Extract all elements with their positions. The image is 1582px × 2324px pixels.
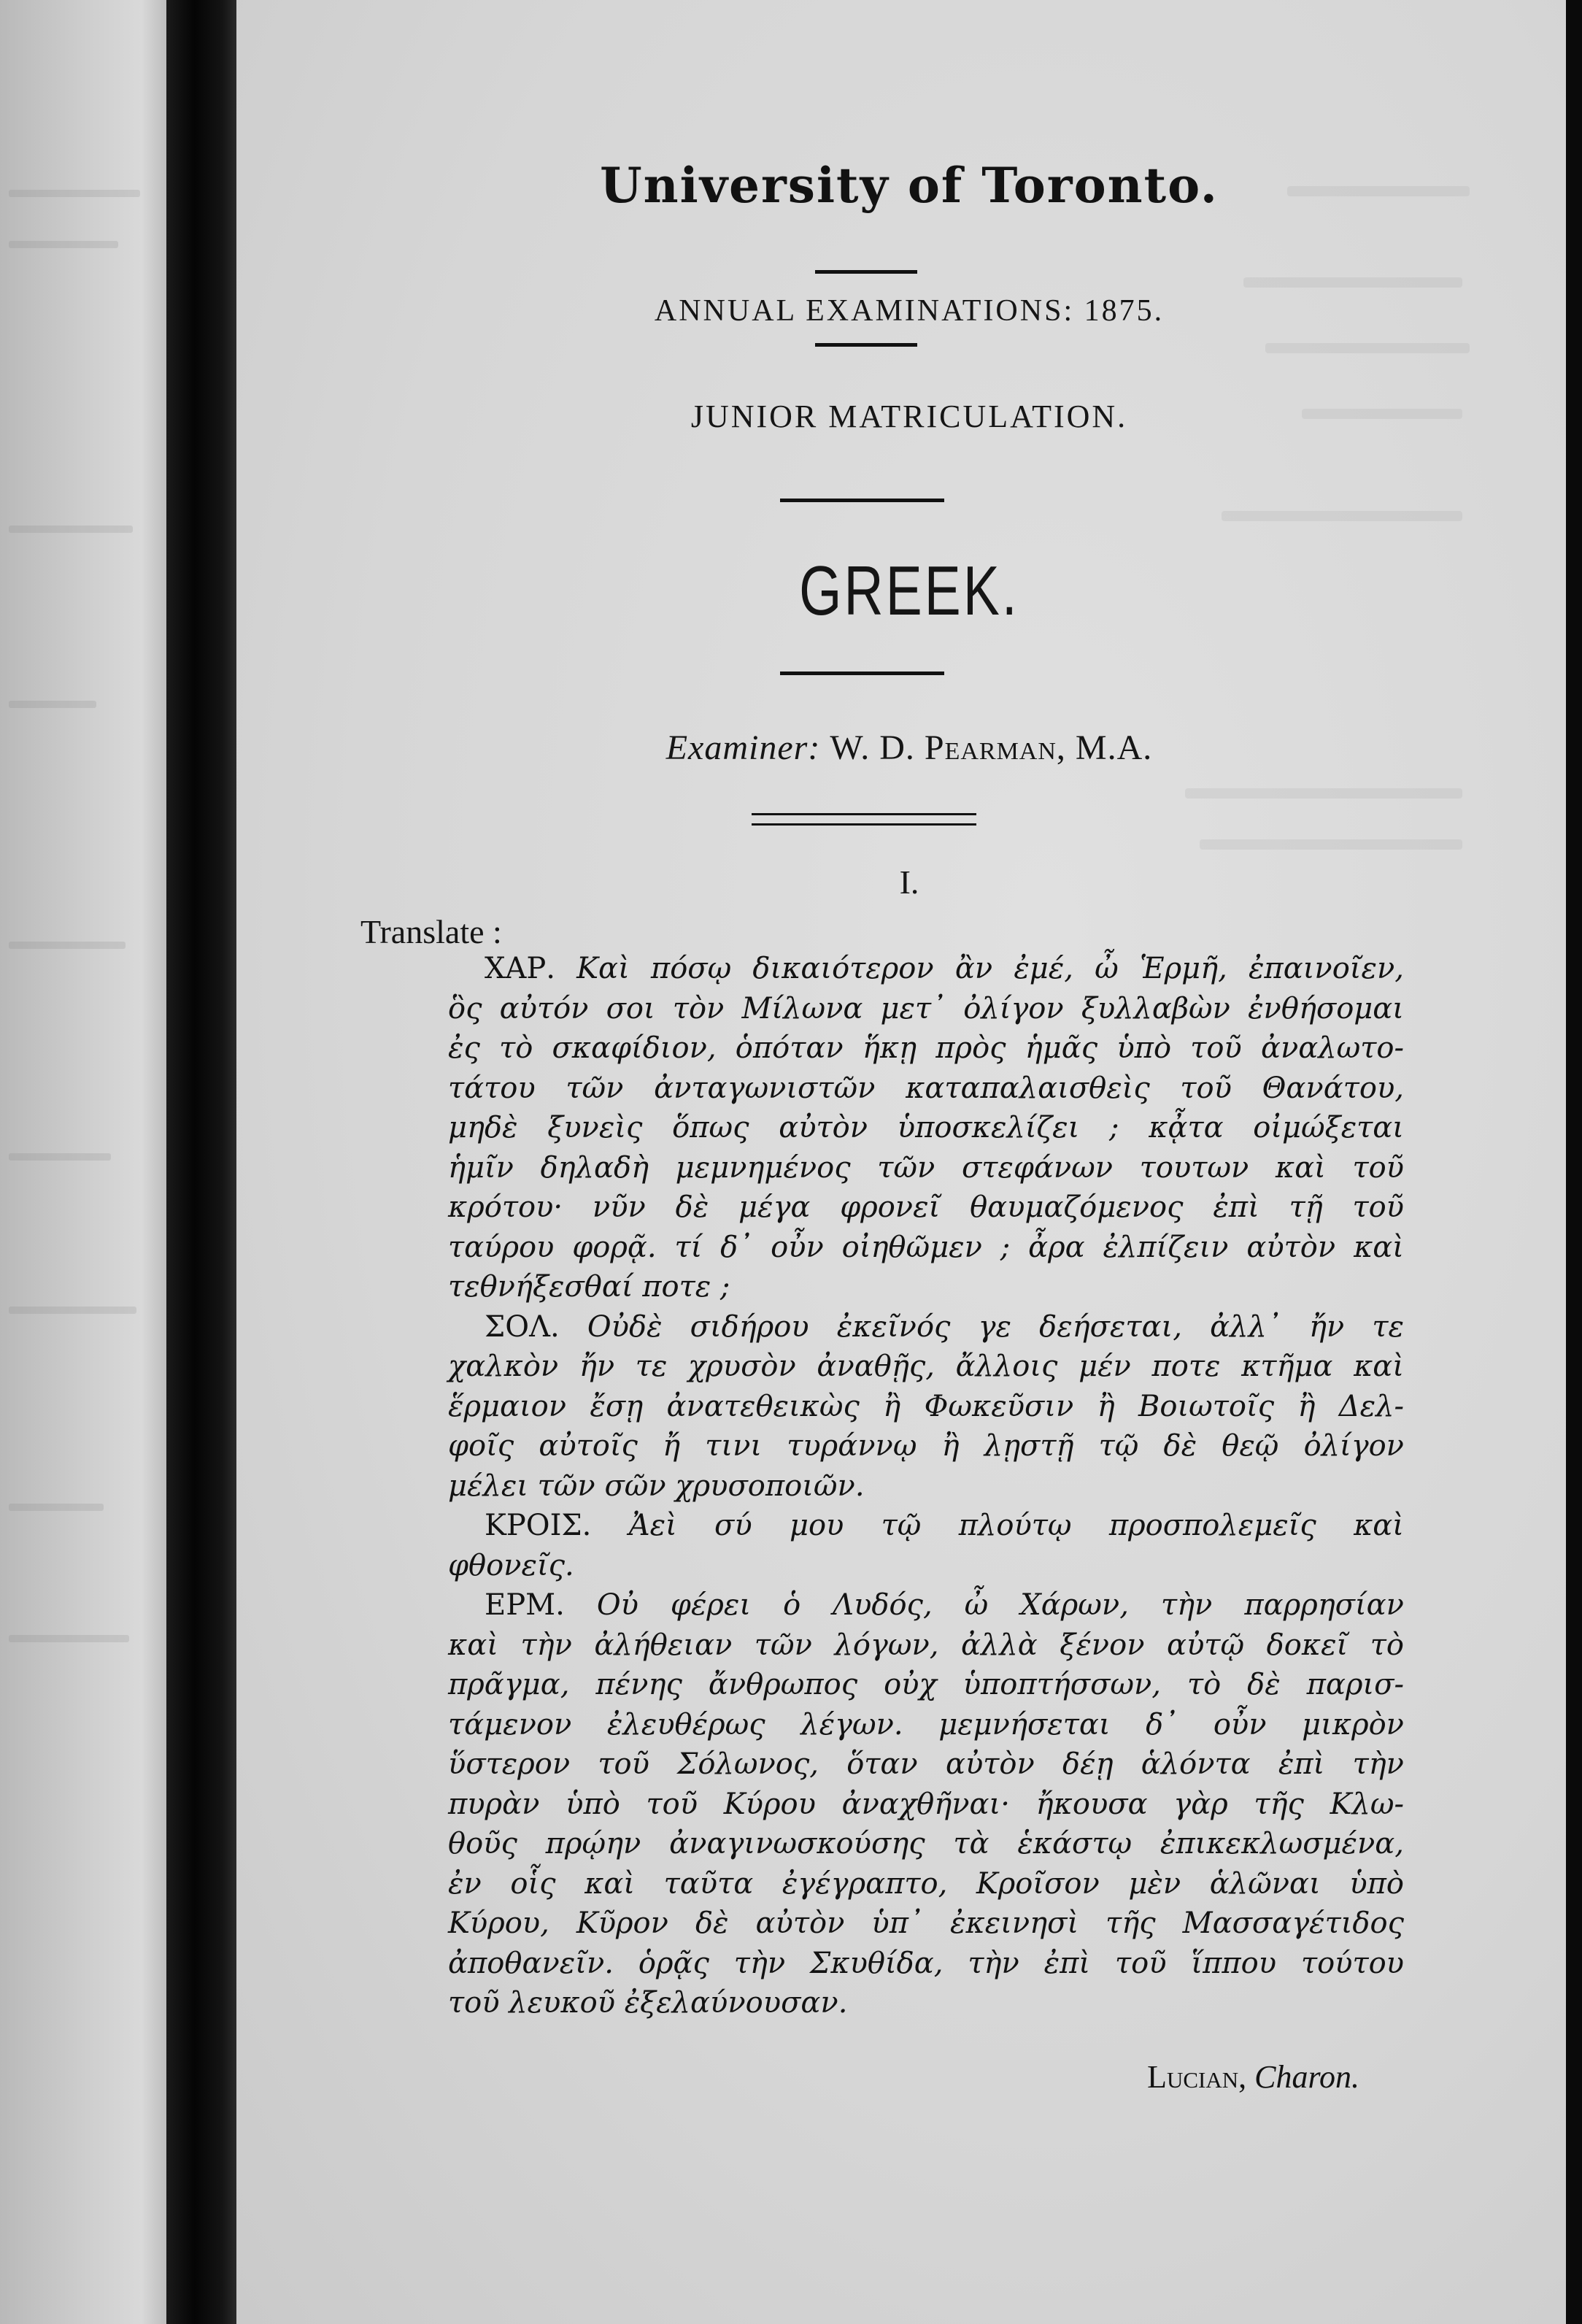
passage-line xyxy=(448,1108,1404,1148)
passage-line xyxy=(448,1625,1404,1666)
speaker-label: ΚΡΟΙΣ. xyxy=(485,1509,592,1542)
bleed-line xyxy=(9,241,118,248)
passage-text: τεθνήξεσθαί ποτε ; xyxy=(448,1270,730,1304)
exam-title: JUNIOR MATRICULATION. xyxy=(690,399,1128,434)
speaker-label: ΣΟΛ. xyxy=(485,1309,560,1344)
passage-line xyxy=(448,1824,1404,1864)
facing-page-fragment xyxy=(0,0,166,2324)
passage-line xyxy=(448,1864,1404,1904)
passage-text: ὕστερον τοῦ Σόλωνος, ὅταν αὐτὸν δέῃ ἁλόντα ἐπὶ τὴν xyxy=(448,1747,1404,1781)
passage-text: θοῦς πρῴην ἀναγινωσκούσης τὰ ἑκάστῳ ἐπικεκλωσμένα, xyxy=(448,1827,1404,1861)
bleed-line xyxy=(9,942,126,949)
passage-text: πυρὰν ὑπὸ τοῦ Κύρου ἀναχθῆναι· ἤκουσα γὰρ τῆς Κλω- xyxy=(448,1787,1404,1821)
passage-text: Ἀεὶ σύ μου τῷ πλούτῳ προσπολεμεῖς καὶ xyxy=(628,1509,1404,1542)
passage-text: φοῖς αὐτοῖς ἤ τινι τυράννῳ ἢ λῃστῇ τῷ δὲ θεῷ ὀλίγον xyxy=(448,1429,1404,1463)
passage-line xyxy=(448,1904,1404,1944)
bleed-line xyxy=(9,1153,111,1161)
passage-text: μηδὲ ξυνεὶς ὅπως αὐτὸν ὑποσκελίζει ; κᾆτα οἰμώξεται xyxy=(448,1111,1404,1144)
annual-examinations-line: ANNUAL EXAMINATIONS: 1875. xyxy=(654,294,1165,328)
binding-gutter xyxy=(166,0,236,2324)
passage-line xyxy=(448,1228,1404,1268)
passage-text: ἐς τὸ σκαφίδιον, ὁπόταν ἥκῃ πρὸς ἡμᾶς ὑπὸ τοῦ ἀναλωτο- xyxy=(448,1031,1404,1065)
bleed-line xyxy=(9,1504,104,1511)
passage-line xyxy=(448,1705,1404,1745)
passage-line xyxy=(448,1426,1404,1466)
examiner-label: Examiner: xyxy=(665,728,821,767)
passage-line xyxy=(448,1387,1404,1427)
bleed-line xyxy=(1200,839,1462,850)
passage-text: Καὶ πόσῳ δικαιότερον ἂν ἐμέ, ὦ Ἑρμῆ, ἐπαινοῖεν, xyxy=(576,952,1404,985)
passage-line xyxy=(448,1785,1404,1825)
source-author: Lucian, xyxy=(1147,2059,1247,2095)
passage-line xyxy=(448,1944,1404,1984)
bleed-line xyxy=(1265,343,1470,353)
double-rule-bottom xyxy=(752,823,976,826)
double-rule-top xyxy=(752,813,976,815)
passage-line xyxy=(448,1347,1404,1387)
speaker-label: ΧΑΡ. xyxy=(485,952,555,985)
passage-text: τοῦ λευκοῦ ἐξελαύνουσαν. xyxy=(448,1986,848,2020)
passage-line xyxy=(448,989,1404,1029)
passage-source xyxy=(1147,2058,1359,2096)
section-numeral: I. xyxy=(899,863,919,901)
exam-page xyxy=(236,0,1582,2324)
passage-text: πρᾶγμα, πένης ἄνθρωπος οὐχ ὑποπτήσσων, τὸ δὲ παρισ- xyxy=(448,1668,1404,1701)
translate-instruction: Translate : xyxy=(360,913,502,950)
passage-text: ἡμῖν δηλαδὴ μεμνημένος τῶν στεφάνων τουτων καὶ τοῦ xyxy=(448,1150,1404,1185)
speaker-label: ΕΡΜ. xyxy=(485,1588,565,1622)
bleed-line xyxy=(1243,277,1462,288)
greek-passage xyxy=(448,949,1404,2023)
passage-line xyxy=(448,1466,1404,1507)
passage-text: Οὐδὲ σιδήρου ἐκεῖνός γε δεήσεται, ἀλλ᾽ ἤν τε xyxy=(587,1309,1404,1344)
examiner-name: W. D. Pearman, M.A. xyxy=(830,728,1153,767)
passage-text: χαλκὸν ἤν τε χρυσὸν ἀναθῇς, ἄλλοις μέν ποτε κτῆμα καὶ xyxy=(448,1350,1404,1383)
passage-text: Κύρου, Κῦρον δὲ αὐτὸν ὑπ᾽ ἐκεινησὶ τῆς Μασσαγέτιδος xyxy=(448,1906,1404,1940)
university-heading: University of Toronto. xyxy=(600,157,1219,214)
passage-text: ὃς αὐτόν σοι τὸν Μίλωνα μετ᾽ ὀλίγον ξυλλαβὼν ἐνθήσομαι xyxy=(448,991,1404,1026)
passage-text: μέλει τῶν σῶν χρυσοποιῶν. xyxy=(448,1469,865,1503)
divider xyxy=(780,672,944,675)
passage-line xyxy=(448,1307,1404,1347)
passage-line xyxy=(448,1069,1404,1109)
passage-text: ταύρου φορᾷ. τί δ᾽ οὖν οἰηθῶμεν ; ἆρα ἐλπίζειν αὐτὸν καὶ xyxy=(448,1230,1404,1264)
passage-line xyxy=(448,1983,1404,2023)
passage-line xyxy=(448,949,1404,989)
passage-text: Οὐ φέρει ὁ Λυδός, ὦ Χάρων, τὴν παρρησίαν xyxy=(596,1588,1404,1622)
passage-text: καὶ τὴν ἀλήθειαν τῶν λόγων, ἀλλὰ ξένον αὐτῷ δοκεῖ τὸ xyxy=(448,1628,1404,1662)
divider xyxy=(815,343,917,347)
scan-edge xyxy=(1566,0,1582,2324)
passage-text: τάμενον ἐλευθέρως λέγων. μεμνήσεται δ᾽ οὖν μικρὸν xyxy=(448,1707,1404,1742)
passage-line xyxy=(448,1744,1404,1785)
passage-text: φθονεῖς. xyxy=(448,1548,574,1582)
bleed-line xyxy=(9,1635,129,1642)
passage-line xyxy=(448,1148,1404,1188)
passage-text: ἀποθανεῖν. ὁρᾷς τὴν Σκυθίδα, τὴν ἐπὶ τοῦ ἵππου τούτου xyxy=(448,1946,1404,1980)
examiner-line xyxy=(236,728,1582,768)
bleed-line xyxy=(1185,788,1462,799)
source-work: Charon. xyxy=(1254,2059,1359,2095)
passage-text: τάτου τῶν ἀνταγωνιστῶν καταπαλαισθεὶς τοῦ Θανάτου, xyxy=(448,1071,1404,1105)
passage-text: ἕρμαιον ἔσῃ ἀνατεθεικὼς ἢ Φωκεῦσιν ἢ Βοιωτοῖς ἢ Δελ- xyxy=(448,1389,1404,1423)
subject-title: GREEK. xyxy=(799,552,1019,630)
passage-line xyxy=(448,1188,1404,1228)
divider xyxy=(815,270,917,274)
passage-line xyxy=(448,1267,1404,1307)
passage-line xyxy=(448,1585,1404,1625)
divider xyxy=(780,499,944,502)
passage-line xyxy=(448,1506,1404,1546)
bleed-line xyxy=(9,526,133,533)
passage-text: κρότου· νῦν δὲ μέγα φρονεῖ θαυμαζόμενος ἐπὶ τῇ τοῦ xyxy=(448,1190,1404,1224)
bleed-line xyxy=(9,190,140,197)
bleed-line xyxy=(9,701,96,708)
passage-line xyxy=(448,1546,1404,1586)
passage-line xyxy=(448,1665,1404,1705)
bleed-line xyxy=(9,1307,136,1314)
bleed-line xyxy=(1222,511,1462,521)
passage-line xyxy=(448,1028,1404,1069)
passage-text: ἐν οἷς καὶ ταῦτα ἐγέγραπτο, Κροῖσον μὲν ἁλῶναι ὑπὸ xyxy=(448,1866,1404,1901)
